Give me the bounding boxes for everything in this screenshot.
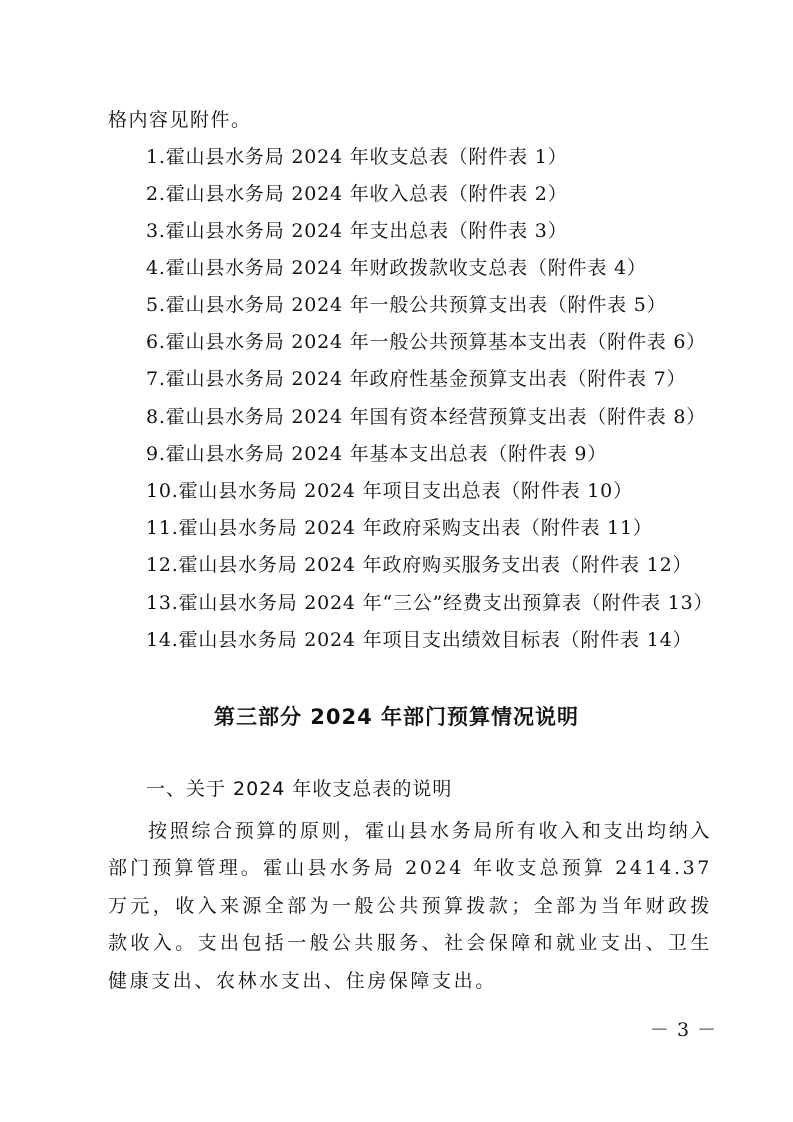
attachment-item: 10.霍山县水务局 2024 年项目支出总表（附件表 10） <box>146 480 633 502</box>
attachment-item: 12.霍山县水务局 2024 年政府购买服务支出表（附件表 12） <box>146 554 693 576</box>
attachment-item: 4.霍山县水务局 2024 年财政拨款收支总表（附件表 4） <box>146 257 647 279</box>
attachment-item: 6.霍山县水务局 2024 年一般公共预算基本支出表（附件表 6） <box>146 331 707 353</box>
attachment-item: 14.霍山县水务局 2024 年项目支出绩效目标表（附件表 14） <box>146 629 693 651</box>
attachment-item: 9.霍山县水务局 2024 年基本支出总表（附件表 9） <box>146 443 608 465</box>
section-heading: 第三部分 2024 年部门预算情况说明 <box>213 705 580 729</box>
attachment-item: 1.霍山县水务局 2024 年收支总表（附件表 1） <box>146 146 568 168</box>
attachment-item: 5.霍山县水务局 2024 年一般公共预算支出表（附件表 5） <box>146 294 667 316</box>
attachment-item: 2.霍山县水务局 2024 年收入总表（附件表 2） <box>146 183 568 205</box>
attachment-item: 8.霍山县水务局 2024 年国有资本经营预算支出表（附件表 8） <box>146 406 707 428</box>
attachment-item: 3.霍山县水务局 2024 年支出总表（附件表 3） <box>146 220 568 242</box>
attachment-item: 11.霍山县水务局 2024 年政府采购支出表（附件表 11） <box>146 517 653 539</box>
body-paragraph: 按照综合预算的原则，霍山县水务局所有收入和支出均纳入部门预算管理。霍山县水务局 2024 年收支总预算 2414.37 万元，收入来源全部为一般公共预算拨款；全部为当年财政拨款收入。支出包括一般公共服务、社会保障和就业支出、卫生健康支出、农林水支出、住房保障支出。 <box>108 820 712 992</box>
attachment-item: 7.霍山县水务局 2024 年政府性基金预算支出表（附件表 7） <box>146 368 687 390</box>
page-number: － 3 － <box>650 1019 718 1041</box>
intro-line: 格内容见附件。 <box>108 109 252 131</box>
attachment-item: 13.霍山县水务局 2024 年“三公”经费支出预算表（附件表 13） <box>146 592 714 614</box>
subsection-heading: 一、关于 2024 年收支总表的说明 <box>146 778 453 800</box>
